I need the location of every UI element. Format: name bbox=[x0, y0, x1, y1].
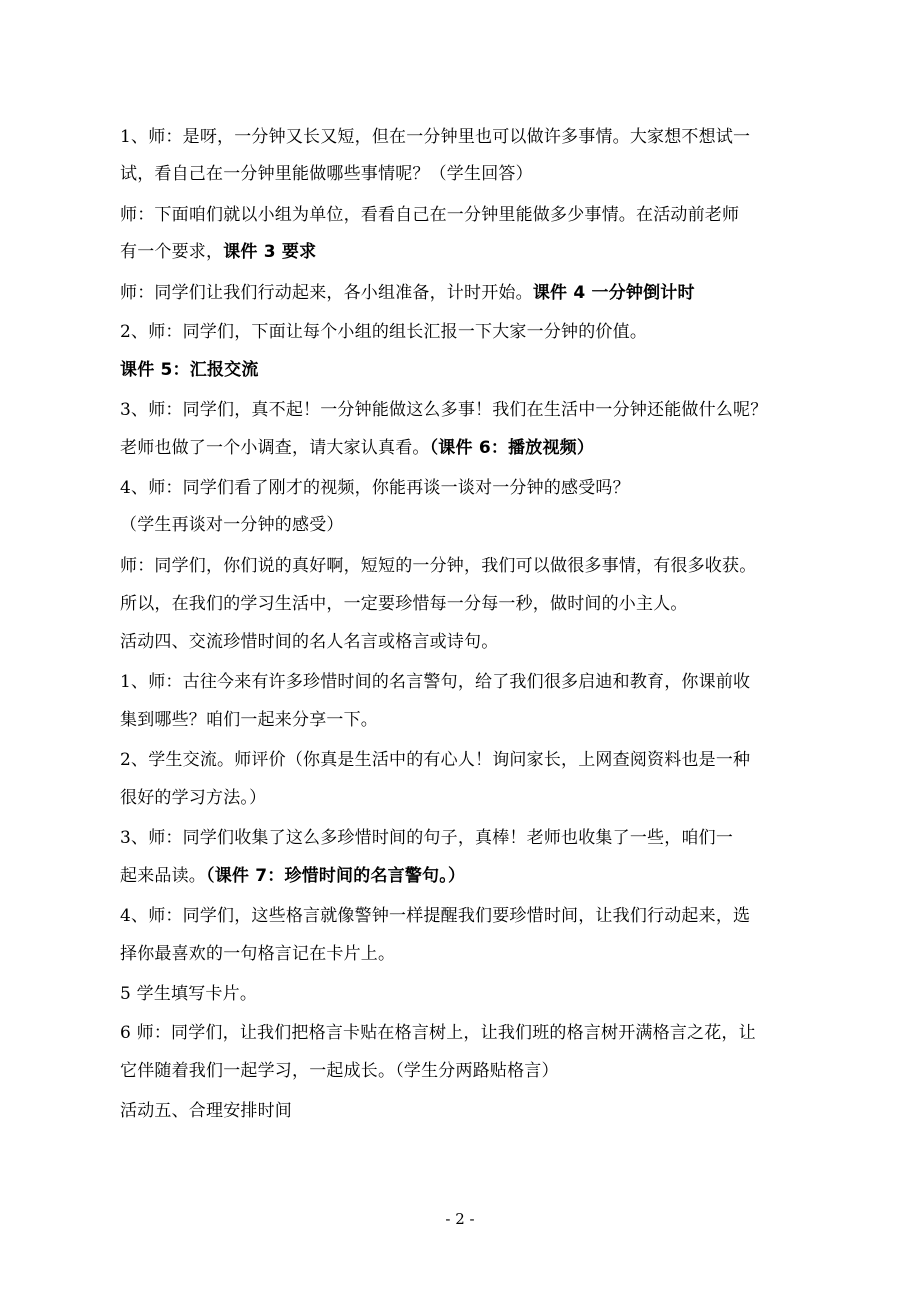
text: 活动五、合理安排时间 bbox=[120, 1101, 292, 1121]
text: 所以，在我们的学习生活中，一定要珍惜每一分每一秒，做时间的小主人。 bbox=[120, 594, 688, 614]
text-line bbox=[120, 436, 594, 460]
text-line bbox=[120, 162, 533, 186]
bold-text: （课件 6：播放视频） bbox=[429, 438, 595, 458]
bold-text: 课件 5：汇报交流 bbox=[120, 360, 259, 380]
text: 2、师：同学们，下面让每个小组的组长汇报一下大家一分钟的价值。 bbox=[120, 322, 648, 342]
text: 6 师：同学们，让我们把格言卡贴在格言树上，让我们班的格言树开满格言之花，让 bbox=[120, 1023, 756, 1043]
text-line bbox=[120, 982, 257, 1006]
text: 师：下面咱们就以小组为单位，看看自己在一分钟里能做多少事情。在活动前老师 bbox=[120, 205, 740, 225]
text-line bbox=[120, 630, 498, 654]
text-line bbox=[120, 358, 259, 382]
bold-text: 课件 4 一分钟倒计时 bbox=[532, 283, 695, 303]
text-line bbox=[120, 476, 630, 500]
text-line bbox=[120, 320, 647, 344]
text: 3、师：同学们收集了这么多珍惜时间的句子，真棒！老师也收集了一些，咱们一 bbox=[120, 828, 734, 848]
text: 4、师：同学们，这些格言就像警钟一样提醒我们要珍惜时间，让我们行动起来，选 bbox=[120, 906, 751, 926]
page-number: - 2 - bbox=[445, 1210, 475, 1228]
text-line bbox=[120, 708, 378, 732]
text: 老师也做了一个小调查，请大家认真看。 bbox=[120, 438, 430, 458]
text-line bbox=[120, 1099, 292, 1123]
text-line bbox=[120, 281, 695, 305]
text-line bbox=[120, 125, 750, 149]
bold-text: （课件 7：珍惜时间的名言警句。） bbox=[206, 866, 466, 886]
bold-text: 课件 3 要求 bbox=[223, 242, 317, 262]
text-line bbox=[120, 1021, 756, 1045]
text-line bbox=[120, 1059, 559, 1083]
text: 很好的学习方法。） bbox=[120, 788, 267, 808]
text: 试，看自己在一分钟里能做哪些事情呢？（学生回答） bbox=[120, 164, 533, 184]
text-line bbox=[120, 904, 750, 928]
text: 活动四、交流珍惜时间的名人名言或格言或诗句。 bbox=[120, 632, 499, 652]
text: 师：同学们让我们行动起来，各小组准备，计时开始。 bbox=[120, 283, 533, 303]
text: 它伴随着我们一起学习，一起成长。（学生分两路贴格言） bbox=[120, 1061, 559, 1081]
text-line bbox=[120, 513, 344, 537]
text: （学生再谈对一分钟的感受） bbox=[120, 515, 344, 535]
text: 集到哪些？咱们一起来分享一下。 bbox=[120, 710, 378, 730]
text-line bbox=[120, 592, 688, 616]
text-line bbox=[120, 942, 395, 966]
text: 2、学生交流。师评价（你真是生活中的有心人！询问家长，上网查阅资料也是一种 bbox=[120, 750, 751, 770]
text-line bbox=[120, 786, 266, 810]
text: 择你最喜欢的一句格言记在卡片上。 bbox=[120, 944, 396, 964]
text-line bbox=[120, 826, 733, 850]
text: 4、师：同学们看了刚才的视频，你能再谈一谈对一分钟的感受吗？ bbox=[120, 478, 630, 498]
text: 起来品读。 bbox=[120, 866, 206, 886]
text: 1、师：是呀，一分钟又长又短，但在一分钟里也可以做许多事情。大家想不想试一 bbox=[120, 127, 751, 147]
text: 1、师：古往今来有许多珍惜时间的名言警句，给了我们很多启迪和教育，你课前收 bbox=[120, 672, 751, 692]
text-line bbox=[120, 554, 756, 578]
text-line bbox=[120, 203, 739, 227]
text-line bbox=[120, 398, 767, 422]
text-line bbox=[120, 748, 750, 772]
text: 3、师：同学们，真不起！一分钟能做这么多事！我们在生活中一分钟还能做什么呢？ bbox=[120, 400, 768, 420]
text: 有一个要求， bbox=[120, 242, 224, 262]
text: 5 学生填写卡片。 bbox=[120, 984, 258, 1004]
text-line bbox=[120, 240, 316, 264]
text-line bbox=[120, 670, 750, 694]
text-line bbox=[120, 864, 465, 888]
text: 师：同学们，你们说的真好啊，短短的一分钟，我们可以做很多事情，有很多收获。 bbox=[120, 556, 757, 576]
